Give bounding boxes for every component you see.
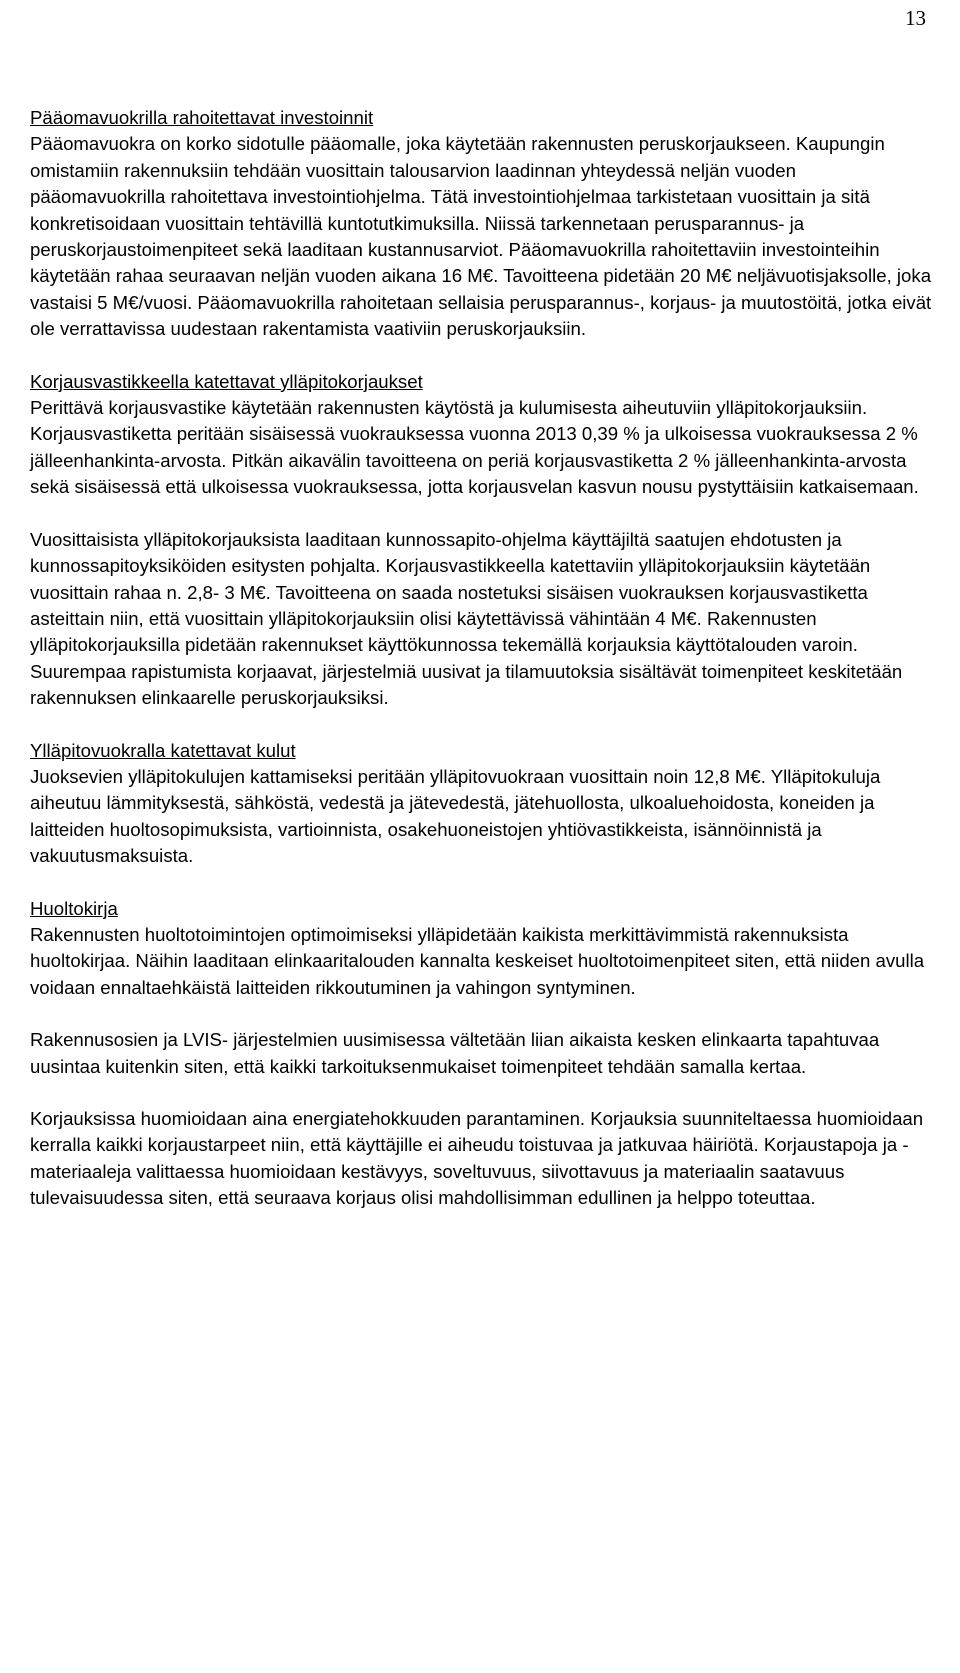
- section-heading: Huoltokirja: [30, 897, 118, 919]
- section-capital-rent-investments: [30, 105, 932, 343]
- page-number: 13: [905, 6, 926, 30]
- section-paragraph: Juoksevien ylläpitokulujen kattamiseksi peritään ylläpitovuokraan vuosittain noin 12,8 M€. Ylläpitokuluja aiheutuu lämmityksestä, sähköstä, vedestä ja jätevedestä, jätehuollosta, ulkoaluehoidosta, koneiden ja laitteiden huoltosopimuksista, vartioinnista, osakehuoneistojen yhtiövastikkeista, isännöinnistä ja vakuutusmaksuista.: [30, 765, 881, 867]
- document-body: [30, 105, 932, 1212]
- section-energy-efficiency: [30, 1106, 932, 1212]
- section-heading: Ylläpitovuokralla katettavat kulut: [30, 739, 296, 761]
- section-annual-maintenance: [30, 527, 932, 712]
- section-service-book: [30, 896, 932, 1002]
- section-paragraph: Perittävä korjausvastike käytetään rakennusten käytöstä ja kulumisesta aiheutuviin ylläpitokorjauksiin. Korjausvastiketta peritään sisäisessä vuokrauksessa vuonna 2013 0,39 % ja ulkoisessa vuokrauksessa 2 % jälleenhankinta-arvosta. Pitkän aikavälin tavoitteena on periä korjausvastiketta 2 % jälleenhankinta-arvosta sekä sisäisessä että ulkoisessa vuokrauksessa, jotta korjausvelan kasvun nousu pystyttäisiin katkaisemaan.: [30, 397, 919, 498]
- section-paragraph: Rakennusosien ja LVIS- järjestelmien uusimisessa vältetään liian aikaista kesken elinkaarta tapahtuvaa uusintaa kuitenkin siten, että kaikki tarkoituksenmukaiset toimenpiteet tehdään samalla kertaa.: [30, 1029, 880, 1077]
- section-heading: Pääomavuokrilla rahoitettavat investoinnit: [30, 107, 374, 128]
- section-maintenance-rent-costs: [30, 738, 932, 870]
- section-heading: Korjausvastikkeella katettavat ylläpitokorjaukset: [30, 370, 423, 392]
- section-paragraph: Vuosittaisista ylläpitokorjauksista laaditaan kunnossapito-ohjelma käyttäjiltä saatujen ehdotusten ja kunnossapitoyksiköiden esitysten pohjalta. Korjausvastikkeella katettaviin ylläpitokorjauksiin käytetään vuosittain rahaa n. 2,8- 3 M€. Tavoitteena on saada nostetuksi sisäisen vuokrauksen korjausvastiketta asteittain niin, että vuosittain ylläpitokorjauksiin olisi käytettävissä vähintään 4 M€. Rakennusten ylläpitokorjauksilla pidetään rakennukset käyttökunnossa tekemällä korjauksia käyttötalouden varoin. Suurempaa rapistumista korjaavat, järjestelmiä uusivat ja tilamuutoksia sisältävät toimenpiteet keskitetään rakennuksen elinkaarelle peruskorjauksiksi.: [30, 528, 903, 709]
- section-building-parts-renewal: [30, 1027, 932, 1080]
- section-paragraph: Pääomavuokra on korko sidotulle pääomalle, joka käytetään rakennusten peruskorjaukseen. Kaupungin omistamiin rakennuksiin tehdään vuosittain talousarvion laadinnan yhteydessä neljän vuoden pääomavuokrilla rahoitettava investointiohjelma. Tätä investointiohjelmaa tarkistetaan vuosittain ja sitä konkretisoidaan vuosittain tehtävillä kuntotutkimuksilla. Niissä tarkennetaan perusparannus- ja peruskorjaustoimenpiteet sekä laaditaan kustannusarviot. Pääomavuokrilla rahoitettaviin investointeihin käytetään rahaa seuraavan neljän vuoden aikana 16 M€. Tavoitteena pidetään 20 M€ neljävuotisjaksolle, joka vastaisi 5 M€/vuosi. Pääomavuokrilla rahoitetaan sellaisia perusparannus-, korjaus- ja muutostöitä, jotka eivät ole verrattavissa uudestaan rakentamista vaativiin peruskorjauksiin.: [30, 133, 932, 340]
- section-paragraph: Rakennusten huoltotoimintojen optimoimiseksi ylläpidetään kaikista merkittävimmistä rakennuksista huoltokirjaa. Näihin laaditaan elinkaaritalouden kannalta keskeiset huoltotoimenpiteet siten, että niiden avulla voidaan ennaltaehkäistä laitteiden rikkoutuminen ja vahingon syntyminen.: [30, 923, 925, 998]
- section-repair-fee-maintenance: [30, 369, 932, 501]
- section-paragraph: Korjauksissa huomioidaan aina energiatehokkuuden parantaminen. Korjauksia suunniteltaessa huomioidaan kerralla kaikki korjaustarpeet niin, että käyttäjille ei aiheudu toistuvaa ja jatkuvaa häiriötä. Korjaustapoja ja -materiaaleja valittaessa huomioidaan kestävyys, soveltuvuus, siivottavuus ja materiaalin saatavuus tulevaisuudessa siten, että seuraava korjaus olisi mahdollisimman edullinen ja helppo toteuttaa.: [30, 1108, 924, 1209]
